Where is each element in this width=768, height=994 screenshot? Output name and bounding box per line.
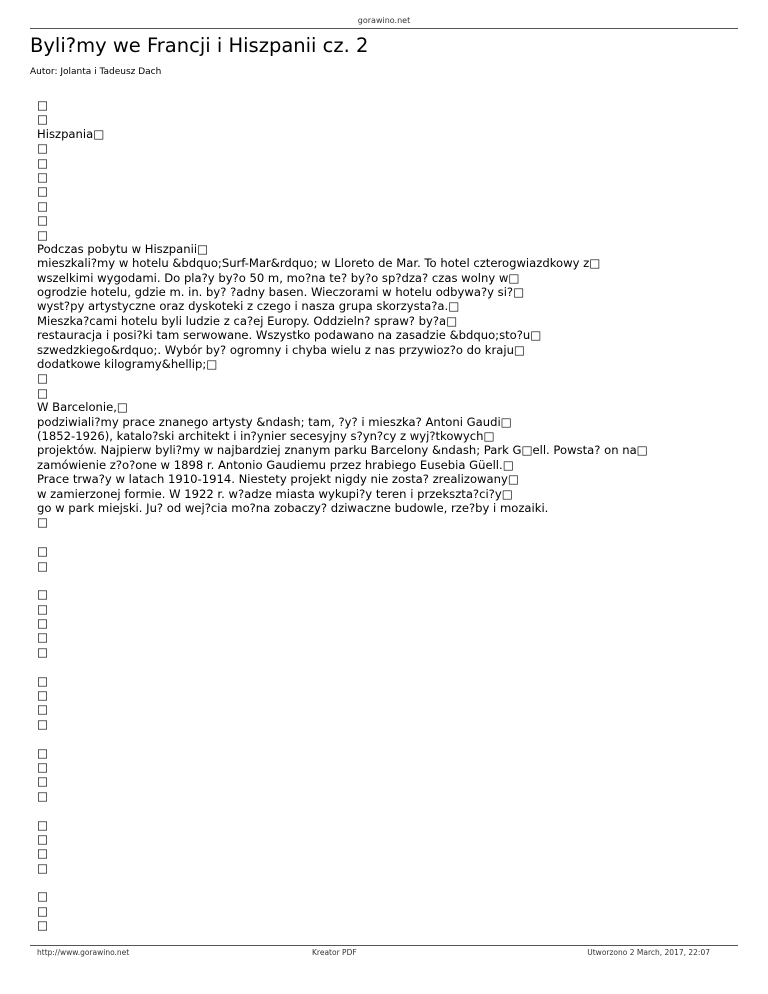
article-line: □ xyxy=(37,688,48,703)
paragraph-gap xyxy=(37,659,737,673)
article-line: □ xyxy=(37,155,48,170)
article-line: □ xyxy=(37,371,48,386)
article-line: go w park miejski. Ju? od wej?cia mo?na zobaczy? dziwaczne budowle, rze?by i mozaiki. xyxy=(37,500,549,515)
footer-generator: Kreator PDF xyxy=(312,948,357,957)
article-line: □ xyxy=(37,98,48,112)
article-line: □ xyxy=(37,644,48,659)
footer-created: Utworzono 2 March, 2017, 22:07 xyxy=(587,948,710,957)
article-line: □ xyxy=(37,544,48,559)
article-line: Podczas pobytu w Hiszpanii□ xyxy=(37,241,209,256)
article-line: □ xyxy=(37,227,48,242)
header-divider xyxy=(30,28,738,29)
article-line: □ xyxy=(37,759,48,774)
article-line: □ xyxy=(37,716,48,731)
footer-url: http://www.gorawino.net xyxy=(37,948,130,957)
article-line: Hiszpania□ xyxy=(37,126,105,141)
page-title: Byli?my we Francji i Hiszpanii cz. 2 xyxy=(30,34,369,57)
article-line: □ xyxy=(37,846,48,861)
paragraph-gap xyxy=(37,530,737,544)
article-line: □ xyxy=(37,112,48,127)
article-line: ogrodzie hotelu, gdzie m. in. by? ?adny basen. Wieczorami w hotelu odbywa?y si?□ xyxy=(37,285,525,300)
article-line: dodatkowe kilogramy&hellip;□ xyxy=(37,357,218,372)
author-line: Autor: Jolanta i Tadeusz Dach xyxy=(30,67,162,77)
article-line: □ xyxy=(37,702,48,717)
article-line: □ xyxy=(37,860,48,875)
article-line: □ xyxy=(37,184,48,199)
article-line: projektów. Najpierw byli?my w najbardziej znanym parku Barcelony &ndash; Park G□ell. Powsta? on na□ xyxy=(37,443,648,458)
article-line: (1852-1926), katalo?ski architekt i in?ynier secesyjny s?yn?cy z wyj?tkowych□ xyxy=(37,428,495,443)
article-body xyxy=(37,98,737,933)
article-line: zamówienie z?o?one w 1898 r. Antonio Gaudiemu przez hrabiego Eusebia Güell.□ xyxy=(37,457,514,472)
article-line: □ xyxy=(37,385,48,400)
article-line: Prace trwa?y w latach 1910-1914. Niestety projekt nigdy nie zosta? zrealizowany□ xyxy=(37,472,519,487)
article-line: □ xyxy=(37,831,48,846)
article-line: w zamierzonej formie. W 1922 r. w?adze miasta wykupi?y teren i przekszta?ci?y□ xyxy=(37,486,513,501)
footer-divider xyxy=(30,945,738,946)
article-line: □ xyxy=(37,774,48,789)
site-header: gorawino.net xyxy=(357,16,411,25)
article-line: □ xyxy=(37,673,48,688)
article-line: mieszkali?my w hotelu &bdquo;Surf-Mar&rdquo; w Lloreto de Mar. To hotel czterogwiazdkowy z□ xyxy=(37,256,601,271)
article-line: □ xyxy=(37,558,48,573)
paragraph-gap xyxy=(37,803,737,817)
article-line: □ xyxy=(37,515,48,530)
article-line: podziwiali?my prace znanego artysty &ndash; tam, ?y? i mieszka? Antoni Gaudi□ xyxy=(37,414,512,429)
paragraph-gap xyxy=(37,573,737,587)
article-line: W Barcelonie,□ xyxy=(37,400,128,415)
article-line: □ xyxy=(37,141,48,156)
article-line: □ xyxy=(37,587,48,602)
article-line: □ xyxy=(37,745,48,760)
article-line: □ xyxy=(37,198,48,213)
article-line: □ xyxy=(37,213,48,228)
article-line: □ xyxy=(37,918,48,933)
article-line: □ xyxy=(37,601,48,616)
article-line: □ xyxy=(37,788,48,803)
article-line: □ xyxy=(37,616,48,631)
paragraph-gap xyxy=(37,875,737,889)
article-line: Mieszka?cami hotelu byli ludzie z ca?ej Europy. Oddzieln? spraw? by?a□ xyxy=(37,313,458,328)
article-line: □ xyxy=(37,889,48,904)
article-line: □ xyxy=(37,817,48,832)
paragraph-gap xyxy=(37,731,737,745)
article-line: □ xyxy=(37,903,48,918)
article-line: wszelkimi wygodami. Do pla?y by?o 50 m, mo?na te? by?o sp?dza? czas wolny w□ xyxy=(37,270,520,285)
article-line: szwedzkiego&rdquo;. Wybór by? ogromny i chyba wielu z nas przywioz?o do kraju□ xyxy=(37,342,525,357)
article-line: □ xyxy=(37,630,48,645)
article-line: wyst?py artystyczne oraz dyskoteki z czego i nasza grupa skorzysta?a.□ xyxy=(37,299,460,314)
article-line: restauracja i posi?ki tam serwowane. Wszystko podawano na zasadzie &bdquo;sto?u□ xyxy=(37,328,542,343)
article-line: □ xyxy=(37,169,48,184)
